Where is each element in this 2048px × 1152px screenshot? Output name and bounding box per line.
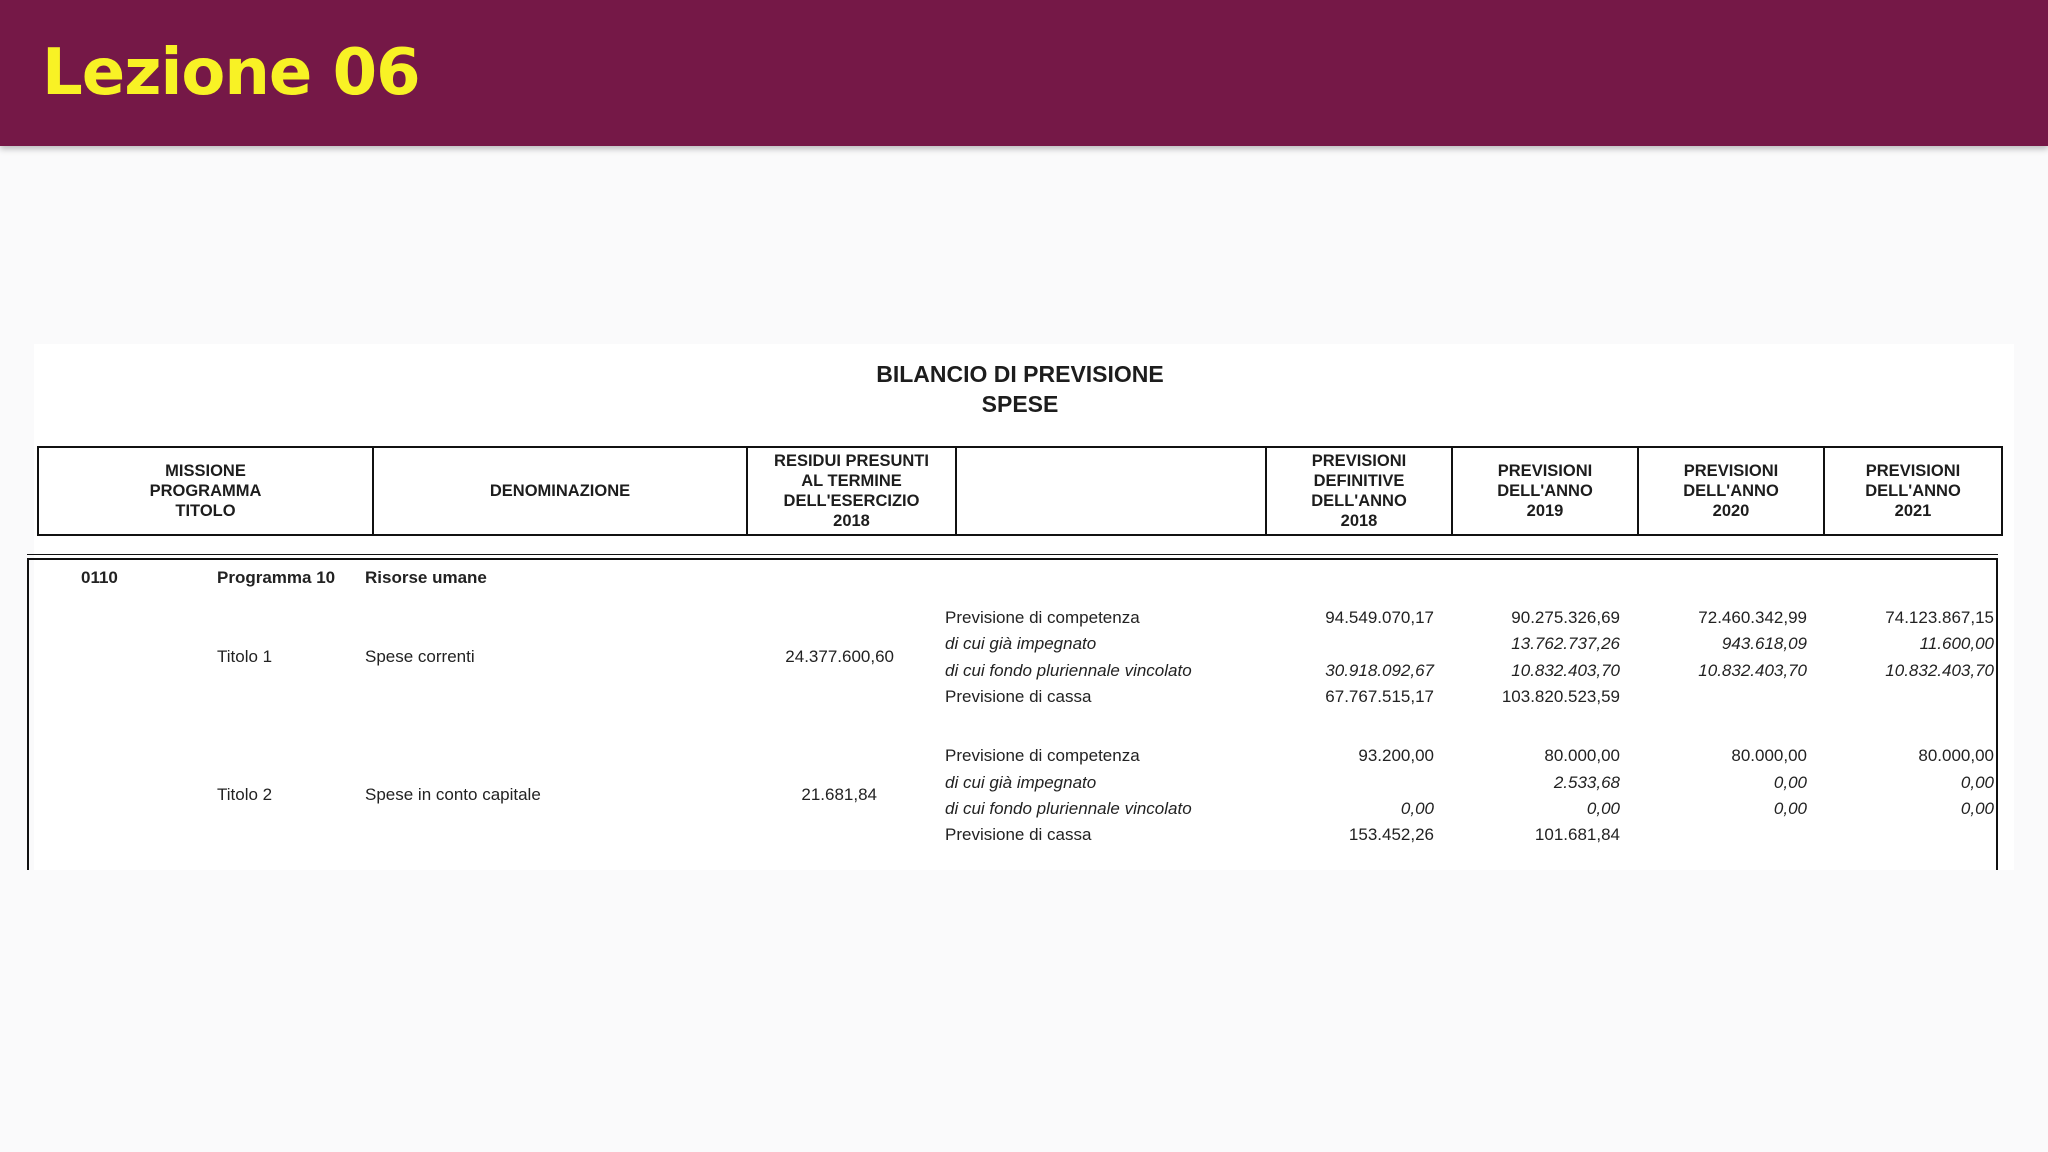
value-2020: 80.000,00 xyxy=(1731,746,1807,765)
titolo-name: Spese in conto capitale xyxy=(365,785,541,804)
value-def-2018: 0,00 xyxy=(1400,799,1434,818)
table-divider xyxy=(27,554,1998,555)
row-label: Previsione di cassa xyxy=(945,687,1092,706)
row-label: di cui fondo pluriennale vincolato xyxy=(945,661,1192,680)
value-2021: 0,00 xyxy=(1960,799,1994,818)
value-2021: 74.123.867,15 xyxy=(1885,608,1994,627)
column-header-missione: MISSIONE PROGRAMMA TITOLO xyxy=(149,462,262,520)
column-header-def-2018: PREVISIONI DEFINITIVE DELL'ANNO 2018 xyxy=(1311,452,1407,530)
value-2019: 2.533,68 xyxy=(1553,773,1620,792)
value-2019: 103.820.523,59 xyxy=(1501,687,1620,706)
value-2021: 0,00 xyxy=(1960,773,1994,792)
programma-label: Programma 10 xyxy=(217,568,336,587)
titolo-residui: 21.681,84 xyxy=(801,785,877,804)
table-body xyxy=(27,558,1998,870)
value-2020: 0,00 xyxy=(1773,773,1807,792)
value-2020: 0,00 xyxy=(1773,799,1807,818)
titolo-name: Spese correnti xyxy=(365,647,475,666)
value-def-2018: 30.918.092,67 xyxy=(1325,661,1434,680)
value-2019: 101.681,84 xyxy=(1534,825,1620,844)
programma-name: Risorse umane xyxy=(365,568,487,587)
titolo-code: Titolo 1 xyxy=(217,647,273,666)
row-label: di cui fondo pluriennale vincolato xyxy=(945,799,1192,818)
value-2020: 10.832.403,70 xyxy=(1698,661,1807,680)
row-label: di cui già impegnato xyxy=(945,773,1097,792)
titolo-code: Titolo 2 xyxy=(217,785,273,804)
value-2019: 0,00 xyxy=(1586,799,1620,818)
slide-header-bar xyxy=(0,0,2048,146)
slide-title: Lezione 06 xyxy=(42,36,420,110)
column-header-2019: PREVISIONI DELL'ANNO 2019 xyxy=(1497,462,1593,520)
column-header-2020: PREVISIONI DELL'ANNO 2020 xyxy=(1683,462,1779,520)
budget-document-image xyxy=(34,344,2014,870)
value-2019: 80.000,00 xyxy=(1544,746,1620,765)
column-header-denominazione: DENOMINAZIONE xyxy=(489,482,631,500)
value-2021: 80.000,00 xyxy=(1918,746,1994,765)
value-2019: 13.762.737,26 xyxy=(1511,634,1620,653)
column-header-blank xyxy=(957,448,1265,534)
value-def-2018: 153.452,26 xyxy=(1348,825,1434,844)
value-2019: 10.832.403,70 xyxy=(1511,661,1620,680)
value-2021: 10.832.403,70 xyxy=(1885,661,1994,680)
value-2019: 90.275.326,69 xyxy=(1511,608,1620,627)
column-header-2021: PREVISIONI DELL'ANNO 2021 xyxy=(1865,462,1961,520)
value-def-2018: 93.200,00 xyxy=(1358,746,1434,765)
programma-code: 0110 xyxy=(81,568,118,587)
row-label: Previsione di competenza xyxy=(945,608,1140,627)
value-2020: 943.618,09 xyxy=(1721,634,1807,653)
document-subtitle: SPESE xyxy=(981,391,1059,417)
document-title: BILANCIO DI PREVISIONE xyxy=(876,361,1164,387)
table-header xyxy=(37,446,2003,536)
row-label: di cui già impegnato xyxy=(945,634,1097,653)
titolo-residui: 24.377.600,60 xyxy=(785,647,894,666)
value-def-2018: 67.767.515,17 xyxy=(1325,687,1434,706)
value-2021: 11.600,00 xyxy=(1919,634,1994,653)
row-label: Previsione di cassa xyxy=(945,825,1092,844)
value-def-2018: 94.549.070,17 xyxy=(1325,608,1434,627)
column-header-residui: RESIDUI PRESUNTI AL TERMINE DELL'ESERCIZIO 2018 xyxy=(774,452,929,530)
value-2020: 72.460.342,99 xyxy=(1698,608,1807,627)
row-label: Previsione di competenza xyxy=(945,746,1140,765)
